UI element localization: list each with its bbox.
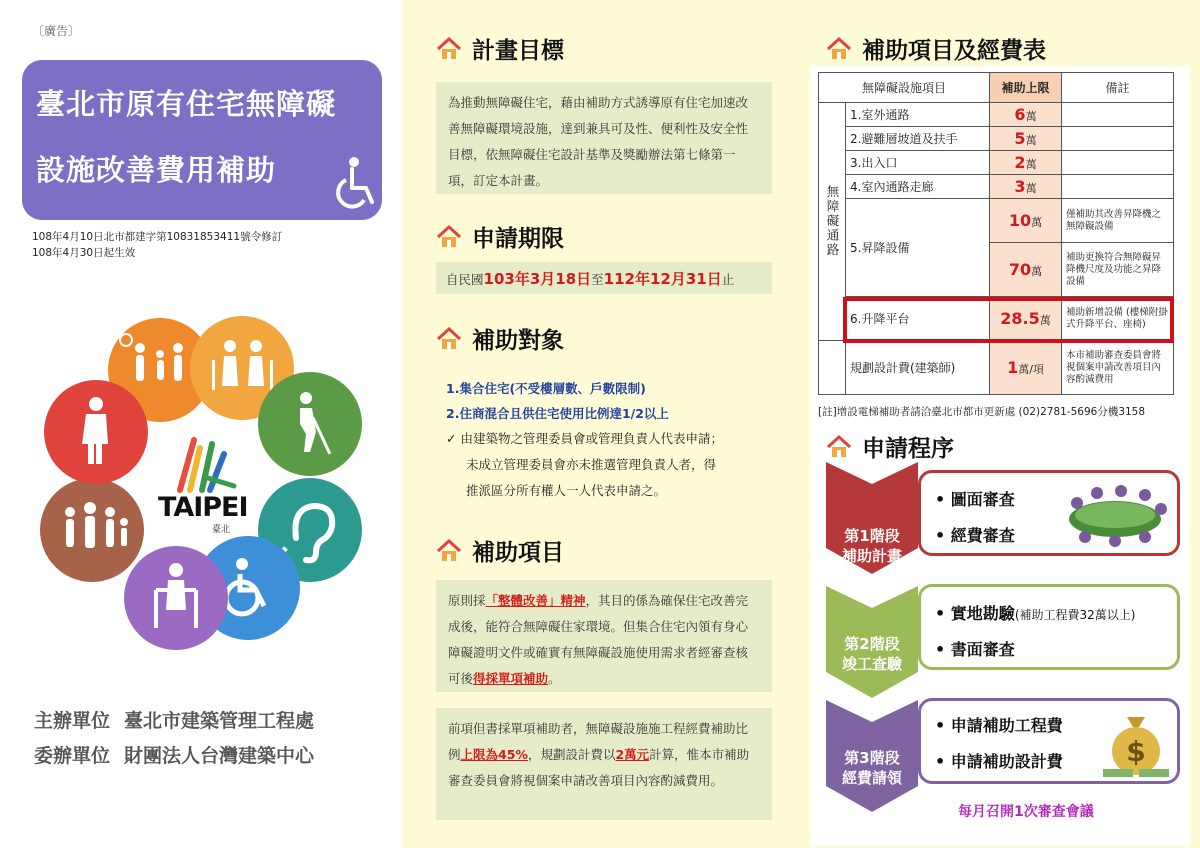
title-line-1: 臺北市原有住宅無障礙 [36,87,337,121]
table-row [819,341,1174,395]
row-note: 僅補助其改善昇降機之無障礙設備 [1062,199,1174,243]
stage-2-box [918,584,1180,670]
table-row [819,103,1174,127]
table-row [819,175,1174,199]
col-limit: 補助上限 [990,73,1062,103]
table-header-row [819,73,1174,103]
items-heading [436,534,564,567]
subsidy-table [818,72,1174,395]
house-icon [826,37,852,61]
stage-2-label-2: 竣工查驗 [841,655,902,673]
row-amount: 28.5 [1000,309,1040,328]
period-end: 112年12月31日 [603,270,722,288]
target-1: 1.集合住宅(不受樓層數、戶數限制) [446,381,646,396]
row-amount: 3 [1014,177,1026,196]
row-item: 6.升降平台 [846,297,990,341]
row-note: 本市補助審查委員會將視個案申請改善項目內容酌減費用 [1062,341,1174,395]
row-item: 3.出入口 [846,151,990,175]
stage-3-box [918,698,1180,784]
row-item: 2.避難層坡道及扶手 [846,127,990,151]
row-note: 補助更換符合無障礙昇降機尺度及功能之昇降設備 [1062,243,1174,297]
title-line-2: 設施改善費用補助 [36,153,277,187]
table-row [819,199,1174,243]
items-p1-red: 「整體改善」精神 [485,593,586,608]
monthly-meeting-note: 每月召開1次審查會議 [958,804,1094,820]
items-p2-text: 前項但書採單項補助者，無障礙設施施工程經費補助比例 [448,721,749,762]
row-amount: 1 [1007,358,1019,377]
house-icon [826,435,852,459]
items-p1-text-2: ，其目的係為確保住宅改善完成後，能符合無障礙住家環境。但集合住宅內領有身心障礙證明文件或確實有無障礙設施使用需求者經審查核可後 [448,593,749,686]
period-start: 103年3月18日 [483,270,592,288]
logo-text: TAIPEI [158,492,248,523]
target-heading [436,322,564,355]
co-organizer-line [34,741,328,768]
stage-3-label-1: 第3階段 [844,749,900,767]
period-suffix: 止 [721,272,735,287]
period-heading [436,220,564,253]
items-p2-red: 上限為45% [460,747,528,762]
house-icon [436,539,462,563]
ad-tag: 〔廣告〕 [32,24,81,38]
target-note-2: 未成立管理委員會亦未推選管理負責人者，得 [466,457,717,472]
title-card [22,60,382,220]
target-note-3: 推派區分所有權人一人代表申請之。 [466,483,667,498]
table-title: 補助項目及經費表 [862,38,1046,64]
highlight-box [843,297,1174,343]
wheelchair-icon [332,156,378,210]
row-item: 1.室外通路 [846,103,990,127]
period-box [436,262,772,294]
stage-1-label [826,526,918,566]
stage-2-item-1 [935,601,1135,624]
items-p2-text-2: ，規劃設計費以 [527,747,616,762]
row-amount: 70 [1008,260,1032,279]
goal-title: 計畫目標 [472,38,564,64]
row-unit: 萬 [1025,182,1037,195]
stage-3-label [826,748,918,788]
row-item: 5.昇降設備 [846,199,990,297]
row-unit: 萬/項 [1018,363,1044,376]
stage-2-item-2: • 書面審查 [935,640,1015,659]
target-note-1: ✓ 由建築物之管理委員會或管理負責人代表申請； [446,431,723,446]
row-amount: 10 [1008,211,1032,230]
group-label: 無障礙通路 [819,103,846,341]
goal-box: 為推動無障礙住宅，藉由補助方式誘導原有住宅加速改善無障礙環境設施，達到兼具可及性、便利性及安全性目標，依無障礙住宅設計基準及獎勵辦法第七條第一項，訂定本計畫。 [436,82,772,194]
stage-3-item-2: • 申請補助設計費 [935,752,1063,771]
svg-text:$: $ [1126,735,1146,768]
row-unit: 萬 [1025,110,1037,123]
family-icon [40,478,144,582]
stage-1-box [918,470,1180,556]
stage-1-label-1: 第1階段 [844,527,900,545]
items-box-1 [436,580,772,692]
row-note [1062,127,1174,151]
taipei-logo [150,430,260,550]
row-unit: 萬 [1031,216,1043,229]
injured-person-icon [44,380,148,484]
items-p2-red-2: 2萬元 [615,747,650,762]
organizer-label: 主辦單位 [34,710,111,732]
process-heading [826,430,954,463]
table-row [819,151,1174,175]
meeting-table-icon [1057,479,1173,549]
row-amount: 5 [1014,129,1026,148]
stage-2-item-1-text: • 實地勘驗 [935,604,1015,623]
house-icon [436,225,462,249]
row-item: 4.室內通路走廊 [846,175,990,199]
row-note [1062,175,1174,199]
stage-1-item-1: • 圖面審查 [935,490,1015,509]
stage-1-item-2: • 經費審查 [935,526,1015,545]
co-organizer-label: 委辦單位 [34,745,111,767]
stage-3-label-2: 經費請領 [841,769,902,787]
money-bag-icon [1101,707,1171,779]
stage-2-item-1-note: (補助工程費32萬以上) [1014,608,1136,622]
process-title: 申請程序 [862,436,954,462]
target-2: 2.住商混合且供住宅使用比例達1/2以上 [446,406,669,421]
row-note [1062,103,1174,127]
table-note: [註]增設電梯補助者請洽臺北市都市更新處 (02)2781-5696分機3158 [818,406,1146,418]
col-item: 無障礙設施項目 [819,73,990,103]
period-title: 申請期限 [472,226,564,252]
organizer-line [34,706,328,733]
period-mid: 至 [591,272,604,287]
blind-cane-icon [258,372,362,476]
co-organizer: 財團法人台灣建築中心 [124,745,315,767]
stage-2-label-1: 第2階段 [844,635,900,653]
items-p1-end: 。 [548,671,561,686]
target-title: 補助對象 [472,328,564,354]
items-p2-end: 計算，惟本市補助審查委員會將視個案申請改善項目內容酌減費用。 [448,747,750,788]
notice-line-2: 108年4月30日起生效 [32,247,136,259]
period-prefix: 自民國 [446,272,484,287]
items-title: 補助項目 [472,540,564,566]
table-row [819,127,1174,151]
row-note: 補助新增設備 (樓梯附掛式升降平台、座椅) [1062,297,1174,341]
house-icon [436,37,462,61]
row-amount: 2 [1014,153,1026,172]
house-icon [436,327,462,351]
goal-heading [436,32,564,65]
left-panel [0,0,405,848]
row-unit: 萬 [1031,265,1043,278]
organizer: 臺北市建築管理工程處 [124,710,315,732]
table-heading [826,32,1046,65]
logo-sub: 臺北 [212,525,231,535]
stage-1-label-2: 補助計畫 [841,547,902,565]
row-amount: 6 [1014,105,1026,124]
col-note: 備註 [1062,73,1174,103]
items-p1-text: 原則採 [448,593,486,608]
row-note [1062,151,1174,175]
stage-3-item-1: • 申請補助工程費 [935,716,1063,735]
row-unit: 萬 [1039,314,1051,327]
items-box-2 [436,708,772,820]
row-unit: 萬 [1025,158,1037,171]
notice-line-1: 108年4月10日北市都建字第10831853411號令修訂 [32,231,283,243]
items-p1-red-2: 得採單項補助 [473,671,549,686]
row-unit: 萬 [1025,134,1037,147]
stage-2-label [826,634,918,674]
row-item: 規劃設計費(建築師) [846,341,990,395]
